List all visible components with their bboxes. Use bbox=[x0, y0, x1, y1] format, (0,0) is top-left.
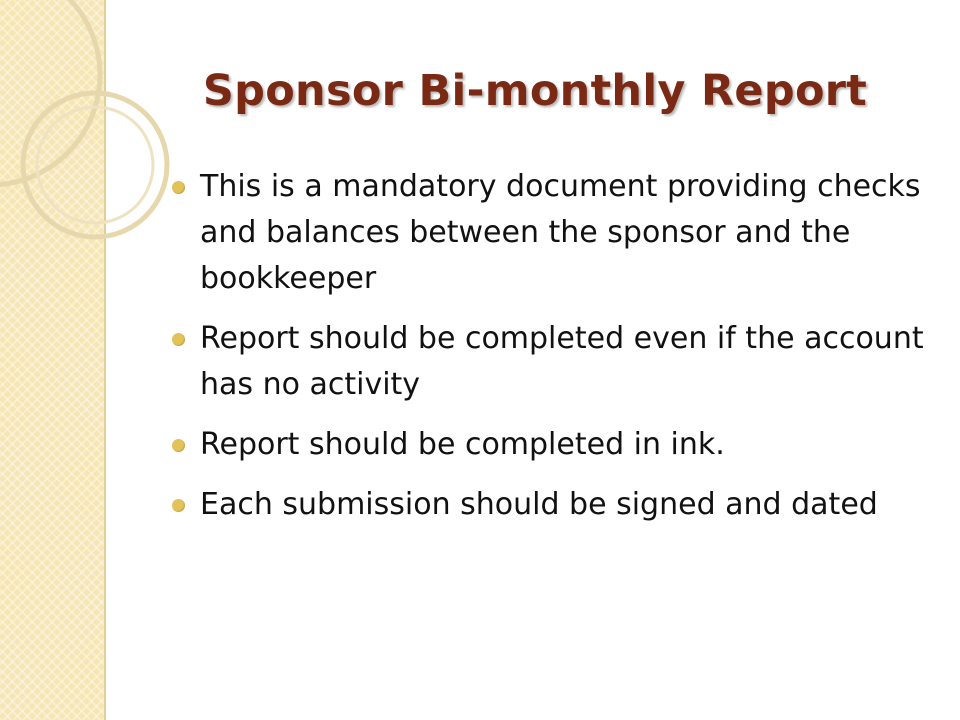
bullet-text: Each submission should be signed and dated bbox=[200, 487, 878, 522]
bullet-marker-icon bbox=[172, 439, 185, 452]
bullet-item bbox=[172, 422, 932, 468]
bullet-text: Report should be completed even if the account has no activity bbox=[200, 321, 924, 402]
bullet-marker-icon bbox=[172, 181, 185, 194]
bullet-item bbox=[172, 482, 932, 528]
bullet-item bbox=[172, 316, 932, 408]
bullet-marker-icon bbox=[172, 499, 185, 512]
bullet-item bbox=[172, 164, 932, 302]
decorative-rings-icon bbox=[0, 0, 130, 260]
slide-title: Sponsor Bi-monthly Report bbox=[202, 66, 868, 116]
bullet-text: This is a mandatory document providing checks and balances between the sponsor and the bookkeeper bbox=[200, 169, 921, 296]
bullet-list bbox=[172, 164, 932, 542]
bullet-text: Report should be completed in ink. bbox=[200, 427, 725, 462]
bullet-marker-icon bbox=[172, 333, 185, 346]
